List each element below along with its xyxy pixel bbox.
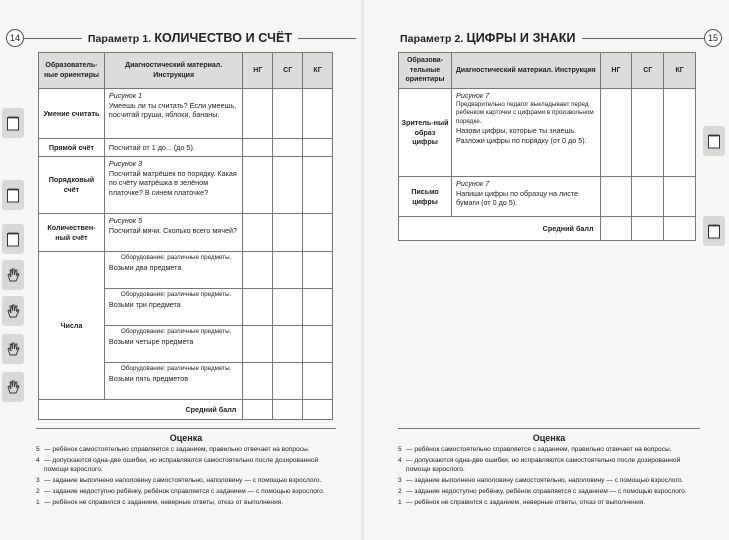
score-cell[interactable]	[243, 214, 273, 252]
row-orient: Зритель-ный образ цифры	[399, 89, 452, 177]
left-header	[6, 28, 356, 48]
equipment-note: Оборудование: различные предметы.	[120, 291, 232, 298]
col-kg: КГ	[664, 53, 696, 89]
col-sg: СГ	[632, 53, 664, 89]
equipment-note: Оборудование: различные предметы.	[120, 254, 232, 261]
title-prefix: Параметр 2.	[400, 33, 464, 45]
score-cell[interactable]	[632, 177, 664, 217]
legend-score: 2	[398, 487, 402, 495]
legend-score: 1	[398, 498, 402, 506]
assessment-table	[398, 52, 696, 241]
legend-text: — задание выполнено наполовину самостоятельно, наполовину — с помощью взрослого.	[406, 476, 684, 484]
picture-ref: Рисунок 5	[108, 216, 143, 225]
legend-score: 4	[398, 457, 402, 465]
legend-title: Оценка	[532, 433, 566, 443]
legend-text: — допускаются одна-две ошибки, но исправляются самостоятельно после дозированной помощи взрослого.	[406, 457, 681, 473]
hand-icon	[2, 260, 24, 290]
notepad-icon	[703, 126, 725, 156]
table-row	[39, 139, 333, 157]
legend-item	[398, 488, 700, 497]
average-label: Средний балл	[39, 400, 243, 420]
row-orient: Порядковый счёт	[39, 157, 105, 214]
score-cell[interactable]	[273, 89, 303, 139]
row-orient: Письмо цифры	[399, 177, 452, 217]
instruction: Возьми два предмета	[108, 262, 182, 272]
score-cell[interactable]	[273, 214, 303, 252]
legend-item	[36, 499, 336, 508]
instruction: Назови цифры, которые ты знаешь. Разложи цифры по порядку (от 0 до 5).	[456, 126, 587, 145]
instruction: Посчитай от 1 до... (до 5).	[108, 142, 195, 152]
row-material	[104, 157, 242, 214]
score-cell[interactable]	[303, 157, 333, 214]
legend-item	[36, 488, 336, 497]
row-orient: Умение считать	[39, 89, 105, 139]
legend-score: 1	[36, 498, 40, 506]
legend-text: — задание выполнено наполовину самостоятельно, наполовину — с помощью взрослого.	[44, 476, 322, 484]
legend-item	[398, 457, 700, 475]
score-cell[interactable]	[273, 252, 303, 289]
row-material	[104, 289, 242, 326]
instruction: Возьми три предмета	[108, 299, 181, 309]
score-cell[interactable]	[600, 89, 632, 177]
title-main: КОЛИЧЕСТВО И СЧЁТ	[154, 31, 293, 45]
table-row	[39, 252, 333, 289]
col-ng: НГ	[600, 53, 632, 89]
title-prefix: Параметр 1.	[87, 33, 152, 45]
legend-text: — ребёнок не справился с заданием, неверные ответы, отказ от выполнения.	[406, 498, 646, 506]
table-row	[399, 177, 696, 217]
grading-legend	[398, 428, 700, 509]
legend-item	[398, 446, 700, 455]
score-cell[interactable]	[243, 400, 273, 420]
picture-ref: Рисунок 7	[456, 179, 490, 188]
legend-score: 2	[36, 487, 40, 495]
teacher-note: Предварительно педагог выкладывает перед ребенком карточки с цифрами в произвольном порядке.	[456, 100, 594, 125]
row-orient: Прямой счёт	[39, 139, 105, 157]
col-sg: СГ	[273, 53, 303, 89]
legend-item	[36, 446, 336, 455]
score-cell[interactable]	[303, 214, 333, 252]
legend-item	[398, 477, 700, 486]
hand-icon	[2, 334, 24, 364]
legend-text: — ребёнок самостоятельно справляется с заданием, правильно отвечает на вопросы.	[406, 446, 672, 454]
left-page	[0, 0, 362, 540]
assessment-table	[38, 52, 333, 420]
page-title	[82, 31, 298, 45]
legend-item	[36, 457, 336, 475]
col-ng: НГ	[243, 53, 273, 89]
row-material	[104, 214, 242, 252]
score-cell[interactable]	[273, 363, 303, 400]
score-cell[interactable]	[632, 89, 664, 177]
page-number: 15	[704, 29, 722, 47]
grading-legend	[36, 428, 336, 509]
table-row	[39, 214, 333, 252]
notepad-icon	[2, 180, 24, 210]
row-orient: Числа	[39, 252, 105, 400]
col-kg: КГ	[303, 53, 333, 89]
score-cell[interactable]	[273, 139, 303, 157]
right-page	[364, 0, 729, 540]
score-cell[interactable]	[303, 139, 333, 157]
score-cell[interactable]	[303, 400, 333, 420]
hand-icon	[2, 372, 24, 402]
score-cell[interactable]	[243, 89, 273, 139]
score-cell[interactable]	[243, 157, 273, 214]
legend-title: Оценка	[169, 433, 203, 443]
hand-icon	[2, 296, 24, 326]
score-cell[interactable]	[273, 157, 303, 214]
legend-score: 4	[36, 457, 40, 465]
row-material	[452, 177, 601, 217]
page-title	[370, 31, 582, 45]
score-cell[interactable]	[600, 217, 632, 241]
row-material	[104, 89, 242, 139]
score-cell[interactable]	[273, 400, 303, 420]
legend-score: 5	[36, 446, 40, 454]
row-material	[452, 89, 601, 177]
legend-rule	[398, 428, 700, 429]
table-row	[39, 89, 333, 139]
col-material: Диагностический материал. Инструкция	[104, 53, 242, 89]
score-cell[interactable]	[303, 363, 333, 400]
score-cell[interactable]	[303, 326, 333, 363]
legend-item	[398, 499, 700, 508]
picture-ref: Рисунок 1	[108, 91, 143, 100]
legend-item	[36, 477, 336, 486]
score-cell[interactable]	[303, 289, 333, 326]
instruction: Посчитай мячи. Сколько всего мячей?	[108, 225, 237, 235]
row-material	[104, 363, 242, 400]
average-row	[39, 400, 333, 420]
score-cell[interactable]	[273, 289, 303, 326]
notepad-icon	[2, 224, 24, 254]
score-cell[interactable]	[632, 217, 664, 241]
col-material: Диагностический материал. Инструкция	[452, 53, 601, 89]
row-orient: Количествен-ный счёт	[39, 214, 105, 252]
picture-ref: Рисунок 3	[108, 159, 143, 168]
legend-score: 5	[398, 446, 402, 454]
title-main: ЦИФРЫ И ЗНАКИ	[466, 31, 576, 45]
score-cell[interactable]	[664, 89, 696, 177]
score-cell[interactable]	[273, 326, 303, 363]
legend-text: — ребёнок самостоятельно справляется с заданием, правильно отвечает на вопросы.	[44, 446, 310, 454]
score-cell[interactable]	[243, 139, 273, 157]
table-row	[399, 89, 696, 177]
header-rule	[24, 38, 82, 39]
legend-text: — задание недоступно ребёнку, ребёнок справляется с заданием — с помощью взрослого.	[406, 487, 687, 495]
legend-score: 3	[398, 476, 402, 484]
row-material	[104, 326, 242, 363]
instruction: Умеешь ли ты считать? Если умеешь, посчитай груши, яблоки, бананы.	[108, 100, 237, 120]
legend-text: — задание недоступно ребёнку, ребёнок справляется с заданием — с помощью взрослого.	[44, 487, 325, 495]
legend-score: 3	[36, 476, 40, 484]
instruction: Посчитай матрёшек по порядку. Какая по счёту матрёшка в зелёном платочке? В синем платочке?	[108, 168, 237, 198]
score-cell[interactable]	[303, 252, 333, 289]
page-number: 14	[6, 29, 24, 47]
instruction: Возьми пять предметов	[108, 373, 189, 383]
header-rule	[582, 38, 704, 39]
score-cell[interactable]	[243, 326, 273, 363]
score-cell[interactable]	[600, 177, 632, 217]
score-cell[interactable]	[664, 177, 696, 217]
col-orient: Образователь-ные ориентиры	[39, 53, 105, 89]
col-orient: Образова-тельные ориентиры	[399, 53, 452, 89]
score-cell[interactable]	[664, 217, 696, 241]
row-material	[104, 252, 242, 289]
score-cell[interactable]	[243, 289, 273, 326]
right-header	[370, 28, 722, 48]
row-material	[104, 139, 242, 157]
notepad-icon	[2, 108, 24, 138]
legend-text: — допускаются одна-две ошибки, но исправляются самостоятельно после дозированной помощи взрослого.	[44, 457, 319, 473]
table-header-row	[399, 53, 696, 89]
table-header-row	[39, 53, 333, 89]
average-label: Средний балл	[399, 217, 601, 241]
notepad-icon	[703, 216, 725, 246]
equipment-note: Оборудование: различные предметы.	[120, 328, 232, 335]
equipment-note: Оборудование: различные предметы.	[120, 365, 232, 372]
legend-text: — ребёнок не справился с заданием, неверные ответы, отказ от выполнения.	[44, 498, 284, 506]
instruction: Напиши цифры по образцу на листе бумаги (от 0 до 5).	[456, 188, 579, 208]
score-cell[interactable]	[303, 89, 333, 139]
average-row	[399, 217, 696, 241]
score-cell[interactable]	[243, 363, 273, 400]
legend-rule	[36, 428, 336, 429]
header-rule	[298, 38, 356, 39]
instruction: Возьми четыре предмета	[108, 336, 194, 346]
table-row	[39, 157, 333, 214]
picture-ref: Рисунок 7	[456, 91, 490, 100]
score-cell[interactable]	[243, 252, 273, 289]
